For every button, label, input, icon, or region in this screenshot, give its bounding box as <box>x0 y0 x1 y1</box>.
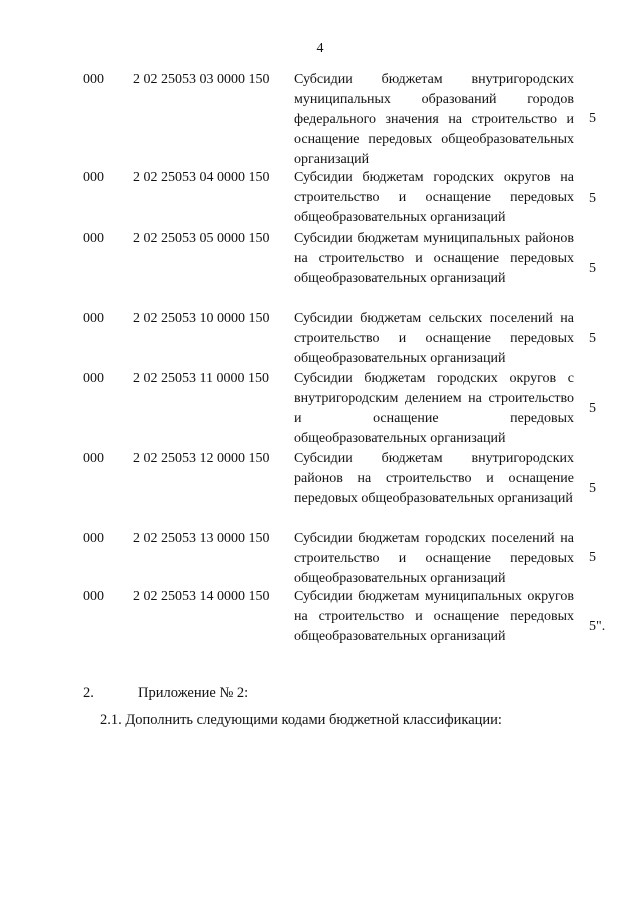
table-row <box>0 449 640 529</box>
table-row <box>0 587 640 667</box>
admin-code: 000 <box>83 451 104 466</box>
classification-code: 2 02 25053 12 0000 150 <box>133 451 270 466</box>
admin-code: 000 <box>83 170 104 185</box>
table-row <box>0 529 640 587</box>
classification-code: 2 02 25053 04 0000 150 <box>133 170 270 185</box>
paragraph-2 <box>83 683 248 703</box>
norm-value: 5 <box>589 481 596 496</box>
admin-code: 000 <box>83 589 104 604</box>
page-number: 4 <box>316 41 324 56</box>
norm-value: 5 <box>589 190 596 206</box>
table-row <box>0 369 640 449</box>
classification-code: 2 02 25053 13 0000 150 <box>133 531 270 546</box>
norm-value: 5 <box>589 331 596 346</box>
revenue-name: Субсидии бюджетам муниципальных округов на строительство и оснащение передовых общеобразовательных организаций <box>294 589 574 644</box>
table-row <box>0 229 640 309</box>
admin-code: 000 <box>83 531 104 546</box>
norm-value: 5 <box>589 261 596 276</box>
paragraph-2-1: 2.1. Дополнить следующими кодами бюджетной классификации: <box>100 712 502 728</box>
table-row <box>0 168 640 229</box>
table-row <box>0 70 640 168</box>
norm-value: 5 <box>589 550 596 565</box>
classification-code: 2 02 25053 05 0000 150 <box>133 231 270 246</box>
classification-code: 2 02 25053 14 0000 150 <box>133 589 270 604</box>
budget-codes-table <box>0 70 640 667</box>
norm-value: 5". <box>589 619 606 634</box>
admin-code: 000 <box>83 311 104 326</box>
revenue-name: Субсидии бюджетам муниципальных районов на строительство и оснащение передовых общеобразовательных организаций <box>294 231 574 286</box>
revenue-name: Субсидии бюджетам городских округов с внутригородским делением на строительство и оснащение передовых общеобразовательных организаций <box>294 371 574 446</box>
revenue-name: Субсидии бюджетам внутригородских районов на строительство и оснащение передовых общеобразовательных организаций <box>294 451 574 506</box>
revenue-name: Субсидии бюджетам внутригородских муниципальных образований городов федерального значения на строительство и оснащение передовых общеобразовательных организаций <box>294 72 574 167</box>
revenue-name: Субсидии бюджетам городских поселений на строительство и оснащение передовых общеобразовательных организаций <box>294 531 574 586</box>
table-row <box>0 309 640 369</box>
norm-value: 5 <box>589 111 596 126</box>
paragraph-2-number: 2. <box>83 685 94 701</box>
admin-code: 000 <box>83 371 104 386</box>
classification-code: 2 02 25053 10 0000 150 <box>133 311 270 326</box>
revenue-name: Субсидии бюджетам городских округов на строительство и оснащение передовых общеобразовательных организаций <box>294 170 574 225</box>
classification-code: 2 02 25053 03 0000 150 <box>133 72 270 87</box>
revenue-name: Субсидии бюджетам сельских поселений на строительство и оснащение передовых общеобразовательных организаций <box>294 311 574 366</box>
classification-code: 2 02 25053 11 0000 150 <box>133 371 269 386</box>
admin-code: 000 <box>83 72 104 87</box>
paragraph-2-text: Приложение № 2: <box>138 685 249 701</box>
norm-value: 5 <box>589 401 596 416</box>
admin-code: 000 <box>83 231 104 246</box>
